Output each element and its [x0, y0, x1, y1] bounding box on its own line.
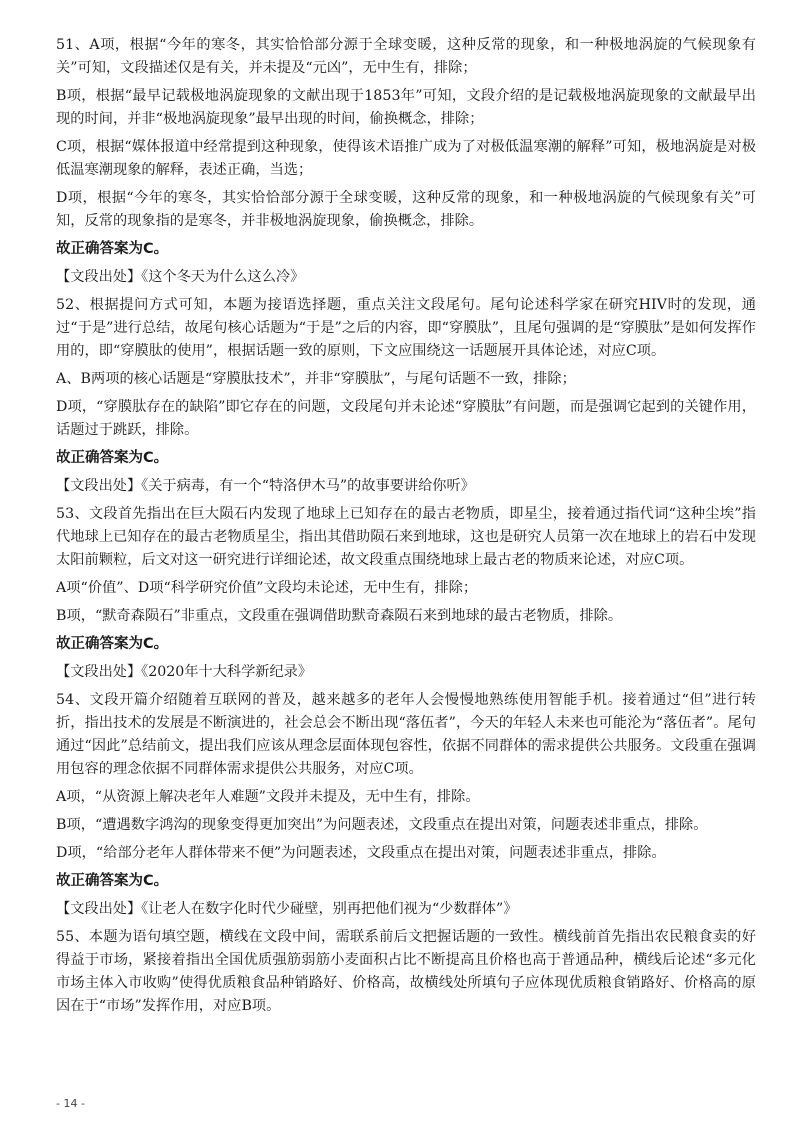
- q54-paragraph-4: D项，“给部分老年人群体带来不便”为问题表述，文段重点在提出对策，问题表述非重点，排除。: [56, 845, 666, 861]
- q54-source: 【文段出处】《让老人在数字化时代少碰壁，别再把他们视为“少数群体”》: [56, 901, 518, 917]
- q54-paragraph-2: A项，“从资源上解决老年人难题”文段并未提及，无中生有，排除。: [56, 789, 480, 805]
- q51-paragraph-2: B项，根据“最早记载极地涡旋现象的文献出现于1853年”可知，文段介绍的是记载极地涡旋现象的文献最早出现的时间，并非“极地涡旋现象”最早出现的时间，偷换概念，排除；: [56, 88, 756, 127]
- q54-paragraph-3: B项，“遭遇数字鸿沟的现象变得更加突出”为问题表述，文段重点在提出对策，问题表述非重点，排除。: [56, 817, 708, 833]
- q51-source: 【文段出处】《这个冬天为什么这么冷》: [56, 269, 305, 285]
- q52-paragraph-3: D项，“穿膜肽存在的缺陷”即它存在的问题，文段尾句并未论述“穿膜肽”有问题，而是强调它起到的关键作用，话题过于跳跃，排除。: [56, 399, 756, 438]
- q54-paragraph-1: 54、文段开篇介绍随着互联网的普及，越来越多的老年人会慢慢地熟练使用智能手机。接着通过“但”进行转折，指出技术的发展是不断演进的，社会总会不断出现“落伍者”，今天的年轻人未来也可能沦为“落伍者”。尾句通过“因此”总结前文，提出我们应该从理念层面体现包容性，依据不同群体的需求提供公共服务。文段重在强调用包容的理念依据不同群体需求提供公共服务，对应C项。: [56, 692, 756, 777]
- q53-paragraph-1: 53、文段首先指出在巨大陨石内发现了地球上已知存在的最古老物质，即星尘，接着通过指代词“这种尘埃”指代地球上已知存在的最古老物质星尘，指出其借助陨石来到地球，这也是研究人员第一次在地球上的岩石中发现太阳前颗粒，后文对这一研究进行详细论述，故文段重点围绕地球上最古老的物质来论述，对应C项。: [56, 506, 756, 568]
- q53-paragraph-2: A项“价值”、D项“科学研究价值”文段均未论述，无中生有，排除；: [56, 580, 478, 596]
- q52-answer: 故正确答案为C。: [56, 450, 169, 466]
- q51-paragraph-1: 51、A项，根据“今年的寒冬，其实恰恰部分源于全球变暖，这种反常的现象，和一种极地涡旋的气候现象有关”可知，文段描述仅是有关，并未提及“元凶”，无中生有，排除；: [56, 37, 756, 76]
- q51-paragraph-3: C项，根据“媒体报道中经常提到这种现象，使得该术语推广成为了对极低温寒潮的解释”可知，极地涡旋是对极低温寒潮现象的解释，表述正确，当选；: [56, 139, 756, 178]
- q53-answer: 故正确答案为C。: [56, 636, 169, 652]
- page-number: - 14 -: [56, 1097, 85, 1110]
- q51-answer: 故正确答案为C。: [56, 241, 169, 257]
- q51-paragraph-4: D项，根据“今年的寒冬，其实恰恰部分源于全球变暖，这种反常的现象，和一种极地涡旋的气候现象有关”可知，反常的现象指的是寒冬，并非极地涡旋现象，偷换概念，排除。: [56, 190, 756, 229]
- document-page: [56, 34, 756, 1023]
- q53-paragraph-3: B项，“默奇森陨石”非重点，文段重在强调借助默奇森陨石来到地球的最古老物质，排除。: [56, 608, 623, 624]
- q52-paragraph-1: 52、根据提问方式可知，本题为接语选择题，重点关注文段尾句。尾句论述科学家在研究HIV时的发现，通过“于是”进行总结，故尾句核心话题为“于是”之后的内容，即“穿膜肽”，且尾句强调的是“穿膜肽”是如何发挥作用的，即“穿膜肽的使用”，根据话题一致的原则，下文应围绕这一话题展开具体论述，对应C项。: [56, 297, 756, 359]
- q55-paragraph-1: 55、本题为语句填空题，横线在文段中间，需联系前后文把握话题的一致性。横线前首先指出农民粮食卖的好得益于市场，紧接着指出全国优质强筋弱筋小麦面积占比不断提高且价格也高于普通品种，横线后论述“多元化市场主体入市收购”使得优质粮食品种销路好、价格高，故横线处所填句子应体现优质粮食销路好、价格高的原因在于“市场”发挥作用，对应B项。: [56, 929, 756, 1014]
- q52-source: 【文段出处】《关于病毒，有一个“特洛伊木马”的故事要讲给你听》: [56, 478, 475, 494]
- q54-answer: 故正确答案为C。: [56, 873, 169, 889]
- q53-source: 【文段出处】《2020年十大科学新纪录》: [56, 664, 313, 680]
- q52-paragraph-2: A、B两项的核心话题是“穿膜肽技术”，并非“穿膜肽”，与尾句话题不一致，排除；: [56, 371, 576, 387]
